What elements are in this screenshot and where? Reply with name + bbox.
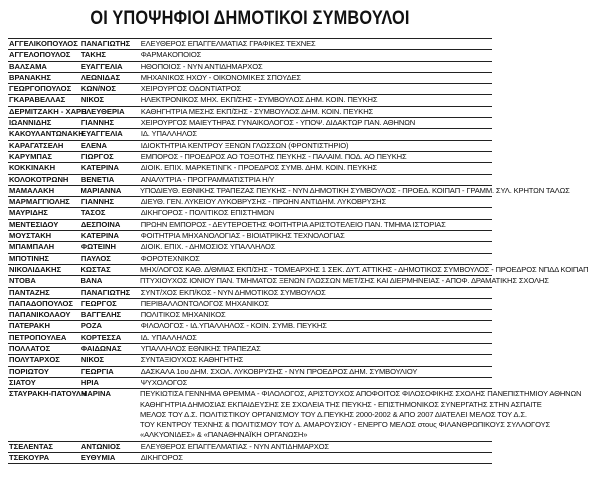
profession-line: ΙΔΙΟΚΤΗΤΡΙΑ ΚΕΝΤΡΟΥ ΞΕΝΩΝ ΓΛΩΣΣΩΝ (ΦΡΟΝΤΙΣΤΗΡΙΟ) — [140, 140, 349, 150]
profession-line: ΗΛΕΚΤΡΟΝΙΚΟΣ ΜΗΧ. ΕΚΠ/ΣΗΣ - ΣΥΜΒΟΥΛΟΣ ΔΗΜ. ΚΟΙΝ. ΠΕΥΚΗΣ — [140, 95, 378, 105]
profession-line: ΠΡΩΗΝ ΕΜΠΟΡΟΣ - ΔΕΥΤΕΡΟΕΤΗΣ ΦΟΙΤΗΤΡΙΑ ΑΡΙΣΤΟΤΕΛΕΙΟ ΠΑΝ. ΤΜΗΜΑ ΙΣΤΟΡΙΑΣ — [140, 219, 446, 229]
profession-line: ΣΥΝΤΑΞΙΟΥΧΟΣ ΚΑΘΗΓΗΤΗΣ — [140, 355, 244, 365]
profession-line: ΠΟΛΙΤΙΚΟΣ ΜΗΧΑΝΙΚΟΣ — [140, 310, 226, 320]
candidate-surname: ΜΠΟΤΙΝΗΣ — [9, 253, 49, 263]
candidate-first-name: ΓΕΩΡΓΙΑ — [80, 366, 114, 376]
profession-line: ΠΕΡΙΒΑΛΛΟΝΤΟΛΟΓΟΣ ΜΗΧΑΝΙΚΟΣ — [140, 298, 269, 308]
candidate-profession — [141, 39, 492, 49]
candidate-surname: ΜΕΝΤΕΣΙΔΟΥ — [9, 219, 59, 229]
candidate-surname: ΜΑΥΡΙΔΗΣ — [9, 208, 48, 218]
candidate-profession — [141, 62, 492, 72]
candidate-profession — [141, 453, 492, 463]
profession-line: ΚΑΘΗΓΗΤΡΙΑ ΜΕΣΗΣ ΕΚΠ/ΣΗΣ - ΣΥΜΒΟΥΛΟΣ ΔΗΜ. ΚΟΙΝ. ΠΕΥΚΗΣ — [140, 106, 374, 116]
candidate-profession — [141, 231, 492, 241]
candidate-profession — [140, 389, 582, 440]
candidate-surname: ΤΣΕΛΕΝΤΑΣ — [9, 441, 53, 451]
candidate-first-name: ΓΙΑΝΝΗΣ — [80, 197, 115, 207]
profession-line: ΤΟΥ ΚΕΝΤΡΟΥ ΤΕΧΝΗΣ & ΠΟΛΙΤΙΣΜΟΥ ΤΟΥ Δ. ΑΜΑΡΟΥΣΙΟΥ - ΕΝΕΡΓΟ ΜΕΛΟΣ στους ΦΙΛΑΝΘΡΩΠΙΚΟΥΣ ΣΥΛΛΟΓΟΥΣ — [140, 420, 551, 430]
profession-line: ΥΠΟΔΙΕΥΘ. ΕΘΝΙΚΗΣ ΤΡΑΠΕΖΑΣ ΠΕΥΚΗΣ - ΝΥΝ ΔΗΜΟΤΙΚΗ ΣΥΜΒΟΥΛΟΣ - ΠΡΟΕΔ. ΚΟΙΠΑΠ - ΓΡΑΜΜ. ΣΥΛ. ΚΡΗΤΩΝ ΤΑΛΩΣ — [140, 185, 570, 195]
candidate-first-name: ΕΛΕΥΘΕΡΙΑ — [81, 106, 125, 116]
candidate-profession — [141, 95, 492, 105]
table-row — [8, 276, 549, 287]
candidate-surname: ΑΓΓΕΛΙΚΟΠΟΥΛΟΣ — [9, 39, 78, 48]
candidate-first-name: ΒΕΝΕΤΙΑ — [80, 174, 115, 184]
candidate-profession — [140, 264, 589, 275]
candidate-first-name: ΜΑΡΙΑΝΝΑ — [80, 185, 122, 195]
candidate-first-name: ΜΑΡΙΝΑ — [81, 389, 111, 399]
table-row — [8, 288, 492, 299]
candidates-table — [8, 38, 589, 464]
candidate-surname: ΝΤΟΒΑ — [9, 276, 36, 286]
candidate-profession — [141, 141, 492, 151]
candidate-surname: ΠΑΤΕΡΑΚΗ — [9, 321, 50, 331]
candidate-surname: ΜΑΜΑΛΑΚΗ — [9, 185, 55, 195]
profession-line: ΕΜΠΟΡΟΣ - ΠΡΟΕΔΡΟΣ ΑΟ ΤΟΞΟΤΗΣ ΠΕΥΚΗΣ - ΠΑΛΑΙΜ. ΠΟΔ. ΑΟ ΠΕΥΚΗΣ — [140, 151, 407, 161]
table-row — [8, 118, 492, 129]
candidate-first-name: ΦΑΙΔΩΝΑΣ — [80, 344, 122, 354]
profession-line: ΙΔ. ΥΠΑΛΛΗΛΟΣ — [140, 332, 197, 342]
candidate-first-name: ΕΛΕΝΑ — [80, 140, 108, 150]
candidate-surname: ΙΩΑΝΝΙΔΗΣ — [9, 118, 52, 128]
table-row — [8, 73, 492, 84]
profession-line: ΦΙΛΟΛΟΓΟΣ - ΙΔ.ΥΠΑΛΛΗΛΟΣ - ΚΟΙΝ. ΣΥΜΒ. ΠΕΥΚΗΣ — [140, 321, 327, 331]
candidate-profession — [141, 299, 492, 309]
profession-line: ΑΝΑΛΥΤΡΙΑ - ΠΡΟΓΡΑΜΜΑΤΙΣΤΡΙΑ Η/Υ — [140, 174, 275, 184]
candidate-surname: ΠΑΠΑΔΟΠΟΥΛΟΣ — [9, 298, 73, 308]
profession-line: ΧΕΙΡΟΥΡΓΟΣ ΜΑΙΕΥΤΗΡΑΣ ΓΥΝΑΙΚΟΛΟΓΟΣ - ΥΠΟΨ. ΔΙΔΑΚΤΩΡ ΠΑΝ. ΑΘΗΝΩΝ — [140, 118, 416, 128]
profession-line: ΕΛΕΥΘΕΡΟΣ ΕΠΑΓΓΕΛΜΑΤΙΑΣ - ΝΥΝ ΑΝΤΙΔΗΜΑΡΧΟΣ — [140, 441, 329, 451]
candidate-first-name: ΕΥΘΥΜΙΑ — [80, 452, 116, 462]
profession-line: ΚΑΘΗΓΗΤΡΙΑ ΔΗΜΟΣΙΑΣ ΕΚΠΑΙΔΕΥΣΗΣ ΣΕ ΣΧΟΛΕΙΑ ΤΗΣ ΠΕΥΚΗΣ - ΕΠΙΣΤΗΜΟΝΙΚΟΣ ΣΥΝΕΡΓΑΤΗΣ ΣΤΗΝ ΑΣΠΑΙΤΕ — [140, 399, 542, 409]
candidate-profession — [141, 288, 492, 298]
candidate-surname: ΣΙΑΤΟΥ — [9, 377, 36, 387]
candidate-first-name: ΕΥΑΓΓΕΛΙΑ — [81, 129, 123, 139]
candidate-profession — [141, 73, 492, 83]
profession-line: ΔΑΣΚΑΛΑ 1ου ΔΗΜ. ΣΧΟΛ. ΛΥΚΟΒΡΥΣΗΣ - ΝΥΝ ΠΡΟΕΔΡΟΣ ΔΗΜ. ΣΥΜΒΟΥΛΙΟΥ — [140, 366, 418, 376]
candidate-profession — [141, 310, 492, 320]
profession-line: ΔΙΚΗΓΟΡΟΣ - ΠΟΛΙΤΙΚΟΣ ΕΠΙΣΤΗΜΩΝ — [140, 208, 274, 218]
candidate-surname: ΠΑΝΤΑΖΗΣ — [9, 287, 50, 297]
candidate-surname: ΠΟΛΥΤΑΡΧΟΣ — [9, 355, 60, 365]
candidate-profession — [141, 442, 492, 452]
candidate-surname: ΤΣΕΚΟΥΡΑ — [9, 452, 50, 462]
candidate-first-name: ΚΟΡΤΕΣΣΑ — [80, 332, 122, 342]
profession-line: «ΑΛΚΥΟΝΙΔΕΣ» & «ΠΑΝΑΘΗΝΑΪΚΗ ΟΡΓΑΝΩΣΗ» — [140, 430, 308, 440]
table-row — [8, 107, 492, 118]
candidate-surname: ΜΟΥΣΤΑΚΗ — [9, 231, 52, 241]
candidate-first-name: ΠΑΝΑΓΙΩΤΗΣ — [80, 39, 131, 48]
candidate-surname: ΚΑΚΟΥΛΑΝΤΩΝΑΚΗ — [9, 129, 84, 139]
candidate-profession — [141, 321, 492, 331]
candidate-first-name: ΚΩΝ/ΝΟΣ — [80, 84, 116, 94]
candidate-profession — [141, 208, 492, 218]
profession-line: ΦΑΡΜΑΚΟΠΟΙΟΣ — [140, 50, 202, 60]
candidate-profession — [141, 344, 492, 354]
table-row — [8, 62, 492, 73]
candidate-surname: ΒΑΛΣΑΜΑ — [9, 61, 47, 71]
candidate-profession — [140, 185, 570, 196]
candidate-surname: ΠΟΛΛΑΤΟΣ — [9, 344, 51, 354]
table-row — [8, 242, 492, 253]
profession-line: ΕΛΕΥΘΕΡΟΣ ΕΠΑΓΓΕΛΜΑΤΙΑΣ ΓΡΑΦΙΚΕΣ ΤΕΧΝΕΣ — [140, 39, 316, 48]
table-row — [8, 389, 582, 441]
candidate-first-name: ΓΙΑΝΝΗΣ — [80, 118, 115, 128]
candidate-first-name: ΛΕΩΝΙΔΑΣ — [80, 72, 121, 82]
profession-line: ΠΕΥΚΙΩΤΙΣΑ ΓΕΝΝΗΜΑ ΘΡΕΜΜΑ - ΦΙΛΟΛΟΓΟΣ, ΑΡΙΣΤΟΥΧΟΣ ΑΠΟΦΟΙΤΟΣ ΦΙΛΟΣΟΦΙΚΗΣ ΣΧΟΛΗΣ ΠΑΝΕΠΙΣΤΗΜΙΟΥ ΑΘΗΝΩΝ — [140, 389, 582, 399]
candidate-profession — [141, 378, 492, 388]
candidate-first-name: ΗΡΙΑ — [80, 377, 99, 387]
candidate-first-name: ΦΩΤΕΙΝΗ — [80, 242, 116, 252]
candidate-profession — [141, 163, 492, 173]
table-row — [8, 442, 492, 453]
candidate-profession — [141, 84, 492, 94]
candidate-first-name: ΠΑΝΑΓΙΩΤΗΣ — [80, 287, 131, 297]
candidate-surname: ΒΡΑΝΑΚΗΣ — [9, 72, 51, 82]
profession-line: ΙΔ. ΥΠΑΛΛΗΛΟΣ — [140, 129, 197, 139]
table-row — [8, 231, 492, 242]
profession-line: ΥΠΑΛΛΗΛΟΣ ΕΘΝΙΚΗΣ ΤΡΑΠΕΖΑΣ — [140, 344, 261, 354]
candidate-first-name: ΚΩΣΤΑΣ — [80, 264, 111, 274]
table-row — [8, 254, 492, 265]
table-row — [8, 50, 492, 61]
table-row — [8, 453, 492, 464]
candidate-surname: ΠΕΤΡΟΠΟΥΛΕΑ — [9, 332, 67, 342]
candidate-profession — [141, 118, 492, 128]
table-row — [8, 152, 492, 163]
candidate-surname: ΚΟΛΟΚΟΤΡΩΝΗ — [9, 174, 69, 184]
candidate-surname: ΝΙΚΟΛΙΔΑΚΗΣ — [9, 264, 62, 274]
candidate-first-name: ΚΑΤΕΡΙΝΑ — [80, 231, 120, 241]
candidate-profession — [141, 107, 492, 117]
candidate-first-name: ΡΟΖΑ — [80, 321, 102, 331]
candidate-profession — [141, 197, 492, 207]
profession-line: ΔΙΟΙΚ. ΕΠΙΧ. - ΔΗΜΟΣΙΟΣ ΥΠΑΛΛΗΛΟΣ — [140, 242, 276, 252]
profession-line: ΧΕΙΡΟΥΡΓΟΣ ΟΔΟΝΤΙΑΤΡΟΣ — [140, 84, 242, 94]
candidate-first-name: ΤΑΣΟΣ — [80, 208, 106, 218]
candidate-surname: ΜΠΑΜΠΑΛΗ — [9, 242, 55, 252]
table-row — [8, 95, 492, 106]
profession-line: ΠΤΥΧΙΟΥΧΟΣ ΙΟΝΙΟΥ ΠΑΝ. ΤΜΗΜΑΤΟΣ ΞΕΝΩΝ ΓΛΩΣΣΩΝ ΜΕΤ/ΣΗΣ ΚΑΙ ΔΙΕΡΜΗΝΕΙΑΣ - ΑΠΟΦ. ΔΡΑΜΑΤΙΚΗΣ ΣΧΟΛΗΣ — [140, 276, 549, 286]
candidate-first-name: ΓΙΩΡΓΟΣ — [80, 151, 114, 161]
candidate-first-name: ΑΝΤΩΝΙΟΣ — [80, 441, 121, 451]
candidate-first-name: ΝΙΚΟΣ — [80, 355, 105, 365]
candidate-surname: ΓΚΑΡΑΒΕΛΛΑΣ — [9, 95, 66, 105]
profession-line: ΜΗΧ/ΛΟΓΟΣ ΚΑΘ. Δ/ΘΜΙΑΣ ΕΚΠ/ΣΗΣ - ΤΟΜΕΑΡΧΗΣ 1 ΣΕΚ. ΔΥΤ. ΑΤΤΙΚΗΣ - ΔΗΜΟΤΙΚΟΣ ΣΥΜΒΟΥΛΟΣ - ΠΡΟΕΔΡΟΣ ΝΠΔΔ ΚΟΙΠΑΠ — [140, 264, 589, 274]
candidate-profession — [141, 355, 492, 365]
table-row — [8, 163, 492, 174]
candidate-first-name: ΔΕΣΠΟΙΝΑ — [80, 219, 121, 229]
candidate-surname: ΜΑΡΜΑΓΓΙΟΛΗΣ — [9, 197, 70, 207]
profession-line: ΦΟΙΤΗΤΡΙΑ ΜΗΧΑΝΟΛΟΓΙΑΣ - ΒΙΟΙΑΤΡΙΚΗΣ ΤΕΧΝΟΛΟΓΙΑΣ — [140, 231, 345, 241]
profession-line: ΣΥΝΤ/ΧΟΣ ΕΚΠ/ΚΟΣ - ΝΥΝ ΔΗΜΟΤΙΚΟΣ ΣΥΜΒΟΥΛΟΣ — [140, 287, 326, 297]
profession-line: ΜΕΛΟΣ ΤΟΥ Δ.Σ. ΠΟΛΙΤΙΣΤΙΚΟΥ ΟΡΓΑΝΙΣΜΟΥ ΤΟΥ Δ.ΠΕΥΚΗΣ 2000-2002 & ΑΠΟ 2007 ΔΙΑΤΕΛΕΙ ΜΕΛΟΣ ΤΟΥ Δ.Σ. — [140, 409, 527, 419]
candidate-surname: ΚΟΚΚΙΝΑΚΗ — [9, 163, 56, 173]
table-row — [8, 208, 492, 219]
profession-line: ΨΥΧΟΛΟΓΟΣ — [140, 377, 188, 387]
table-row — [8, 378, 492, 389]
candidate-first-name: ΓΕΩΡΓΟΣ — [80, 298, 117, 308]
table-row — [8, 129, 492, 140]
profession-line: ΦΟΡΟΤΕΧΝΙΚΟΣ — [140, 253, 200, 263]
candidate-surname: ΔΕΡΜΙΤΖΑΚΗ - ΧΑΡΗ — [9, 106, 87, 116]
table-row — [8, 355, 492, 366]
candidate-surname: ΓΕΩΡΓΟΠΟΥΛΟΣ — [9, 84, 72, 94]
page-title: ΟΙ ΥΠΟΨΗΦΙΟΙ ΔΗΜΟΤΙΚΟΙ ΣΥΜΒΟΥΛΟΙ — [90, 8, 410, 29]
table-row — [8, 141, 492, 152]
table-row — [8, 333, 492, 344]
candidate-profession — [141, 152, 492, 162]
candidate-first-name: ΒΑΓΓΕΛΗΣ — [80, 310, 122, 320]
candidate-first-name: ΝΙΚΟΣ — [80, 95, 105, 105]
candidate-profession — [141, 333, 492, 343]
candidate-surname: ΚΑΡΥΜΠΑΣ — [9, 151, 52, 161]
table-row — [8, 367, 492, 378]
table-row — [8, 220, 492, 231]
candidate-profession — [141, 175, 492, 185]
candidate-surname: ΑΓΓΕΛΟΠΟΥΛΟΣ — [9, 50, 71, 60]
candidate-profession — [141, 242, 492, 252]
candidate-profession — [141, 220, 492, 230]
candidate-profession — [141, 129, 492, 139]
profession-line: ΔΙΚΗΓΟΡΟΣ — [140, 452, 183, 462]
candidate-first-name: ΠΑΥΛΟΣ — [80, 253, 111, 263]
table-row — [8, 39, 492, 50]
table-row — [8, 264, 589, 276]
table-row — [8, 197, 492, 208]
candidate-profession — [141, 50, 492, 60]
candidate-first-name: ΕΥΑΓΓΕΛΙΑ — [80, 61, 123, 71]
profession-line: ΗΘΟΠΟΙΟΣ - ΝΥΝ ΑΝΤΙΔΗΜΑΡΧΟΣ — [140, 61, 263, 71]
table-row — [8, 299, 492, 310]
candidate-surname: ΠΑΠΑΝΙΚΟΛΑΟΥ — [9, 310, 71, 320]
table-row — [8, 321, 492, 332]
table-row — [8, 310, 492, 321]
profession-line: ΔΙΟΙΚ. ΕΠΙΧ. ΜΑΡΚΕΤΙΝΓΚ - ΠΡΟΕΔΡΟΣ ΣΥΜΒ. ΔΗΜ. ΚΟΙΝ. ΠΕΥΚΗΣ — [140, 163, 378, 173]
candidate-surname: ΚΑΡΑΓΑΤΣΕΛΗ — [9, 140, 64, 150]
candidate-first-name: ΒΑΝΑ — [80, 276, 103, 286]
table-row — [8, 84, 492, 95]
profession-line: ΜΗΧΑΝΙΚΟΣ ΗΧΟΥ - ΟΙΚΟΝΟΜΙΚΕΣ ΣΠΟΥΔΕΣ — [140, 72, 301, 82]
table-row — [8, 344, 492, 355]
candidate-first-name: ΤΑΚΗΣ — [80, 50, 106, 60]
candidate-first-name: ΚΑΤΕΡΙΝΑ — [80, 163, 120, 173]
candidate-surname: ΠΟΡΙΩΤΟΥ — [9, 366, 49, 376]
candidate-profession — [141, 367, 492, 377]
table-row — [8, 175, 492, 186]
candidate-profession — [140, 276, 549, 286]
table-row — [8, 185, 570, 197]
candidate-profession — [141, 254, 492, 264]
profession-line: ΔΙΕΥΘ. ΓΕΝ. ΛΥΚΕΙΟΥ ΛΥΚΟΒΡΥΣΗΣ - ΠΡΩΗΝ ΑΝΤΙΔΗΜ. ΛΥΚΟΒΡΥΣΗΣ — [140, 197, 387, 207]
candidate-surname: ΣΤΑΥΡΑΚΗ-ΠΑΤΟΥΛΗ — [9, 389, 87, 399]
